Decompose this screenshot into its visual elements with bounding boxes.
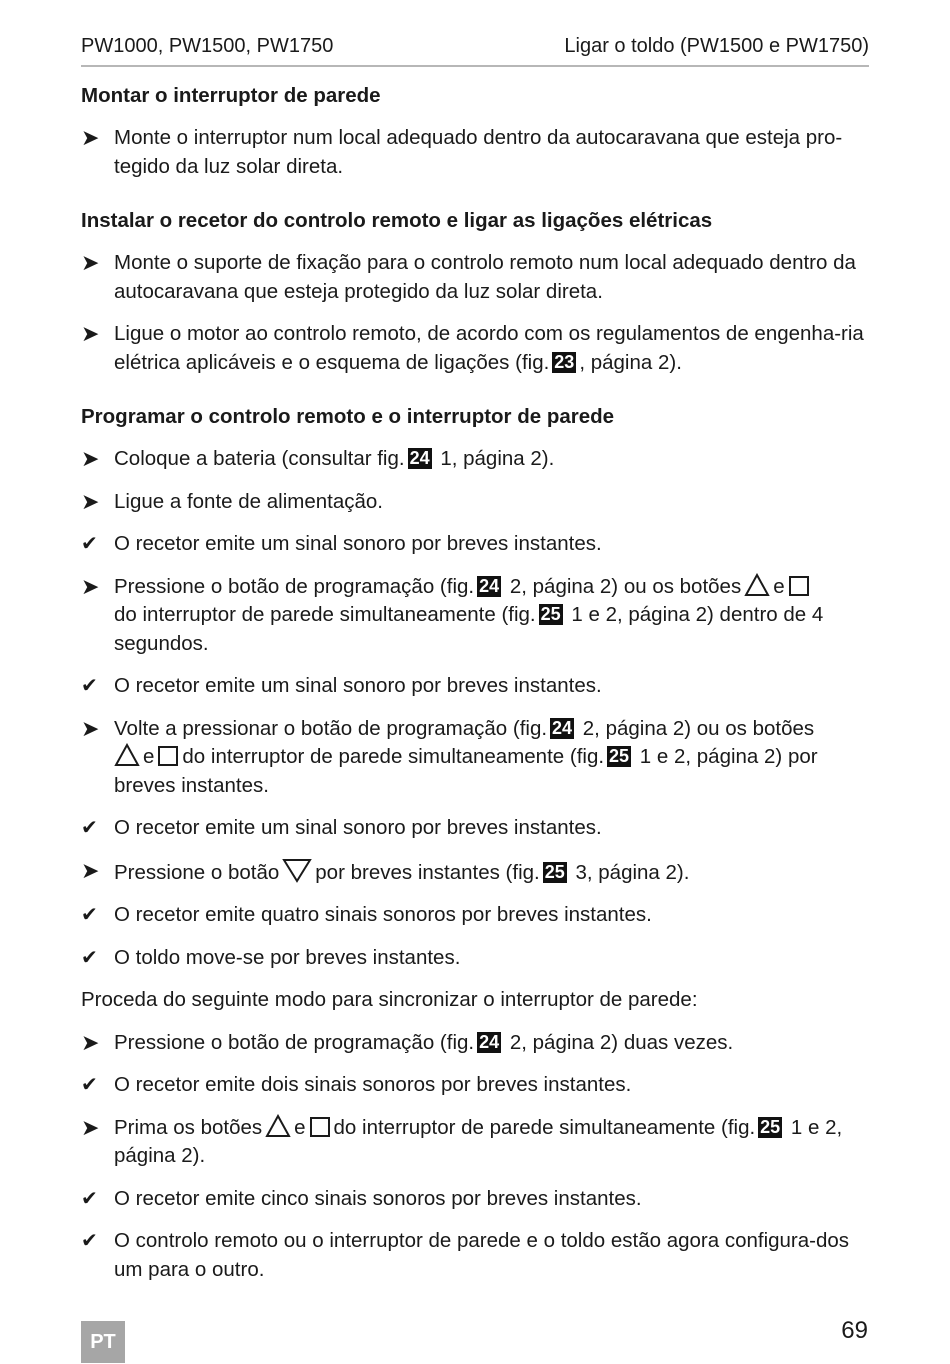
check-icon: ✔ — [81, 675, 98, 697]
step-text: Coloque a bateria (consultar fig. 24 1, página 2). — [114, 447, 555, 470]
result-text: O recetor emite cinco sinais sonoros por breves instantes. — [114, 1186, 642, 1210]
result-text: O recetor emite quatro sinais sonoros por breves instantes. — [114, 903, 652, 926]
figure-ref-badge: 24 — [479, 1031, 500, 1052]
step-text: Volte a pressionar o botão de programação (fig. 24 2, página 2) ou os botões e do interruptor de parede simultaneamente (fig. 25 1 e 2, página 2) por breves instantes. — [114, 716, 818, 797]
square-icon — [788, 575, 810, 597]
result-item — [81, 1227, 869, 1284]
header-section-title: Ligar o toldo (PW1500 e PW1750) — [564, 35, 869, 57]
square-icon — [309, 1116, 331, 1138]
check-icon: ✔ — [81, 533, 98, 555]
step-item — [81, 857, 869, 888]
figure-ref-badge: 25 — [760, 1116, 781, 1137]
step-text: Prima os botões e do interruptor de parede simultaneamente (fig. 25 1 e 2, página 2). — [114, 1115, 843, 1167]
result-text: O controlo remoto ou o interruptor de parede e o toldo estão agora configura-dos um para o outro. — [114, 1229, 850, 1281]
result-text: O recetor emite um sinal sonoro por breves instantes. — [114, 816, 602, 839]
step-text: Pressione o botão de programação (fig. 24 2, página 2) duas vezes. — [114, 1030, 734, 1054]
sync-intro-paragraph: Proceda do seguinte modo para sincronizar o interruptor de parede: — [81, 988, 698, 1011]
step-text: Ligue o motor ao controlo remoto, de acordo com os regulamentos de engenha-ria elétrica aplicáveis e o esquema de ligações (fig. 23 , página 2). — [114, 322, 864, 374]
result-text: O recetor emite dois sinais sonoros por breves instantes. — [114, 1073, 632, 1096]
page-content — [81, 82, 869, 1284]
action-arrow-icon: ➤ — [81, 321, 100, 346]
step-item — [81, 715, 869, 801]
figure-ref-badge: 24 — [479, 575, 500, 596]
step-item — [81, 1029, 869, 1058]
square-icon — [157, 745, 179, 767]
result-text: O recetor emite um sinal sonoro por breves instantes. — [114, 532, 602, 555]
action-arrow-icon: ➤ — [81, 125, 100, 150]
step-item — [81, 445, 869, 474]
figure-ref-badge: 25 — [540, 604, 561, 624]
up-triangle-icon — [114, 743, 140, 767]
up-triangle-icon — [265, 1114, 291, 1138]
figure-ref-badge: 24 — [409, 448, 430, 468]
up-triangle-icon — [744, 573, 770, 597]
heading-program-remote: Programar o controlo remoto e o interruptor de parede — [81, 405, 615, 428]
step-item — [81, 573, 869, 659]
step-item — [81, 488, 869, 517]
action-arrow-icon: ➤ — [81, 1029, 100, 1055]
step-item — [81, 320, 869, 377]
step-text: Monte o suporte de fixação para o controlo remoto num local adequado dentro da autocaravana que esteja protegido da luz solar direta. — [114, 251, 856, 303]
check-icon: ✔ — [81, 1074, 98, 1096]
step-text: Monte o interruptor num local adequado dentro da autocaravana que esteja pro-tegido da luz solar direta. — [114, 126, 843, 178]
result-item — [81, 1185, 869, 1214]
action-arrow-icon: ➤ — [81, 715, 100, 741]
result-item — [81, 672, 869, 701]
check-icon: ✔ — [81, 946, 98, 969]
check-icon: ✔ — [81, 904, 98, 926]
action-arrow-icon: ➤ — [81, 1114, 100, 1140]
figure-ref-badge: 24 — [552, 717, 573, 738]
header-model-list: PW1000, PW1500, PW1750 — [81, 35, 334, 57]
step-item — [81, 1114, 869, 1171]
action-arrow-icon: ➤ — [81, 250, 100, 275]
result-item — [81, 901, 869, 930]
action-arrow-icon: ➤ — [81, 857, 100, 883]
step-text: Pressione o botão por breves instantes (fig. 25 3, página 2). — [114, 857, 869, 888]
result-item — [81, 944, 869, 973]
figure-ref-badge: 25 — [609, 746, 630, 766]
step-text: Ligue a fonte de alimentação. — [114, 489, 383, 513]
page-number: 69 — [841, 1317, 868, 1344]
result-text: O toldo move-se por breves instantes. — [114, 945, 461, 969]
language-badge: PT — [81, 1321, 125, 1363]
check-icon: ✔ — [81, 1230, 98, 1252]
step-text: Pressione o botão de programação (fig. 24 2, página 2) ou os botões e do interruptor de parede simultaneamente (fig. 25 1 e 2, página 2) dentro de 4 segundos. — [114, 574, 824, 655]
result-item — [81, 530, 869, 559]
heading-install-receiver: Instalar o recetor do controlo remoto e ligar as ligações elétricas — [81, 209, 713, 232]
figure-ref-badge: 25 — [544, 861, 565, 882]
check-icon: ✔ — [81, 1187, 98, 1210]
action-arrow-icon: ➤ — [81, 446, 100, 471]
result-item — [81, 1071, 869, 1100]
down-triangle-icon — [282, 857, 312, 883]
step-item — [81, 249, 869, 306]
figure-ref-badge: 23 — [554, 351, 575, 372]
step-item — [81, 124, 869, 181]
result-item — [81, 814, 869, 843]
page-header — [81, 33, 869, 67]
check-icon: ✔ — [81, 817, 98, 839]
heading-mount-wall-switch: Montar o interruptor de parede — [81, 84, 381, 107]
action-arrow-icon: ➤ — [81, 488, 100, 514]
result-text: O recetor emite um sinal sonoro por breves instantes. — [114, 674, 602, 697]
action-arrow-icon: ➤ — [81, 573, 100, 599]
